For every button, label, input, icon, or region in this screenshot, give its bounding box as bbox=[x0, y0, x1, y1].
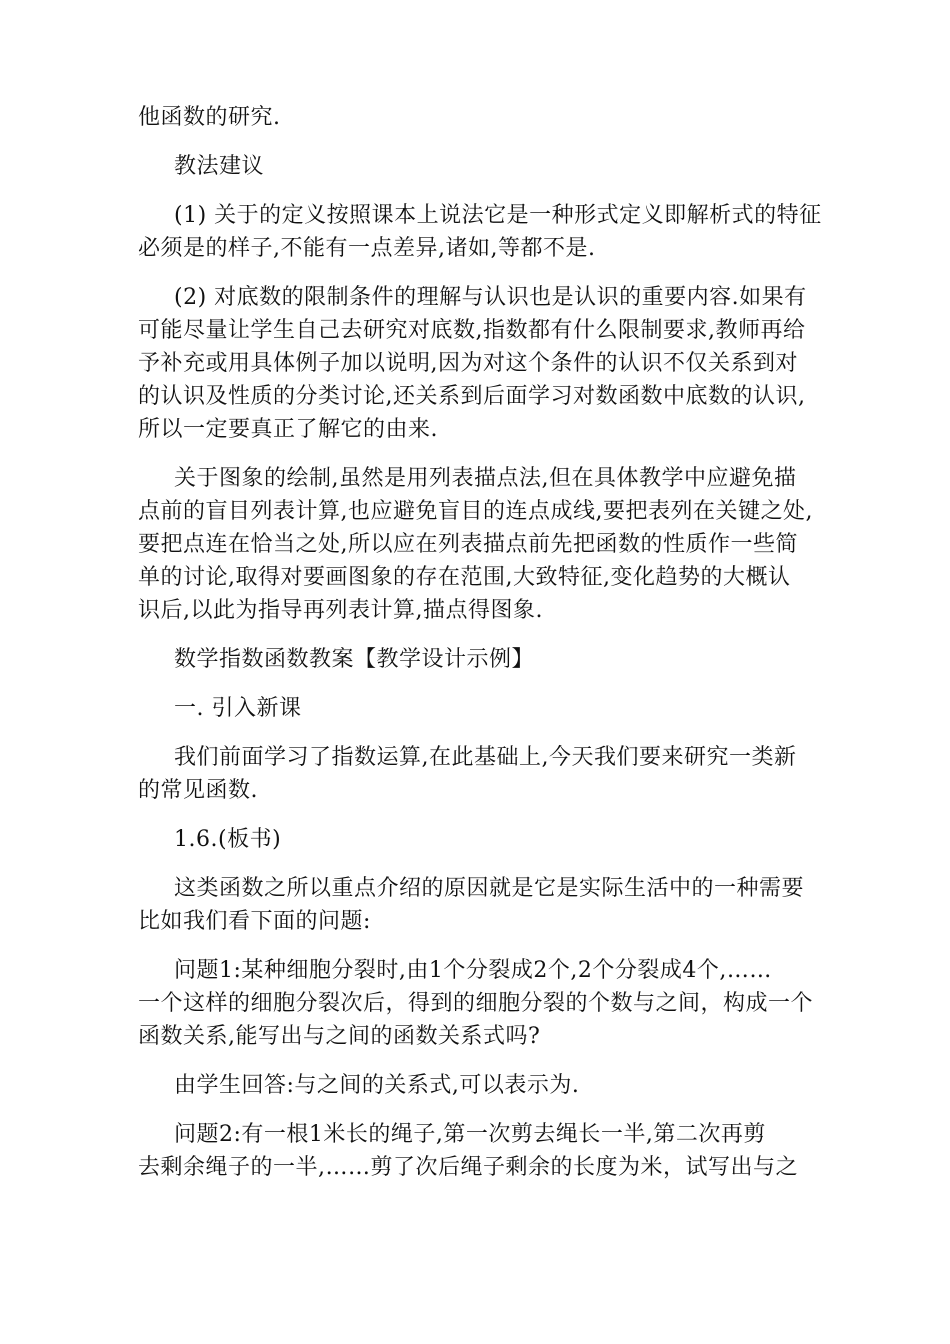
text-line: 由学生回答:与之间的关系式,可以表示为. bbox=[174, 1073, 580, 1098]
text-line: 单的讨论,取得对要画图象的存在范围,大致特征,变化趋势的大概认 bbox=[138, 565, 791, 590]
text-line: 这类函数之所以重点介绍的原因就是它是实际生活中的一种需要 bbox=[174, 876, 805, 901]
paragraph bbox=[138, 643, 818, 676]
text-line: 识后,以此为指导再列表计算,描点得图象. bbox=[138, 598, 543, 623]
text-line: 所以一定要真正了解它的由来. bbox=[138, 417, 438, 442]
paragraph bbox=[138, 199, 822, 265]
text-line: 比如我们看下面的问题: bbox=[138, 909, 371, 934]
text-line: 关于图象的绘制,虽然是用列表描点法,但在具体教学中应避免描 bbox=[174, 466, 797, 491]
text-line: 可能尽量让学生自己去研究对底数,指数都有什么限制要求,教师再给 bbox=[138, 318, 806, 343]
paragraph bbox=[138, 741, 818, 807]
text-line: 一个这样的细胞分裂次后，得到的细胞分裂的个数与之间，构成一个 bbox=[138, 991, 814, 1016]
paragraph bbox=[138, 101, 818, 134]
text-line: 要把点连在恰当之处,所以应在列表描点前先把函数的性质作一些简 bbox=[138, 532, 798, 557]
text-line: 他函数的研究. bbox=[138, 105, 281, 130]
paragraph bbox=[138, 872, 818, 938]
text-line: 数学指数函数教案【教学设计示例】 bbox=[174, 647, 535, 672]
text-line: 去剩余绳子的一半,……剪了次后绳子剩余的长度为米，试写出与之 bbox=[138, 1155, 798, 1180]
text-line: (1) 关于的定义按照课本上说法它是一种形式定义即解析式的特征 bbox=[174, 203, 822, 228]
paragraph bbox=[138, 1069, 818, 1102]
text-line: 必须是的样子,不能有一点差异,诸如,等都不是. bbox=[138, 236, 596, 261]
text-line: 教法建议 bbox=[174, 154, 265, 179]
paragraph bbox=[138, 1118, 818, 1184]
text-line: 的常见函数. bbox=[138, 778, 258, 803]
paragraph bbox=[138, 462, 818, 627]
document-body bbox=[138, 101, 822, 1200]
text-line: 1.6.(板书) bbox=[174, 827, 282, 852]
text-line: 函数关系,能写出与之间的函数关系式吗? bbox=[138, 1024, 541, 1049]
paragraph bbox=[138, 954, 818, 1053]
text-line: 的认识及性质的分类讨论,还关系到后面学习对数函数中底数的认识, bbox=[138, 384, 806, 409]
text-line: 问题2:有一根1米长的绳子,第一次剪去绳长一半,第二次再剪 bbox=[174, 1122, 766, 1147]
paragraph bbox=[138, 281, 818, 446]
text-line: 问题1:某种细胞分裂时,由1个分裂成2个,2个分裂成4个,…… bbox=[174, 958, 772, 983]
text-line: 我们前面学习了指数运算,在此基础上,今天我们要来研究一类新 bbox=[174, 745, 797, 770]
paragraph bbox=[138, 150, 818, 183]
text-line: 点前的盲目列表计算,也应避免盲目的连点成线,要把表列在关键之处, bbox=[138, 499, 813, 524]
text-line: 予补充或用具体例子加以说明,因为对这个条件的认识不仅关系到对 bbox=[138, 351, 798, 376]
paragraph bbox=[138, 823, 818, 856]
text-line: 一. 引入新课 bbox=[174, 696, 302, 721]
paragraph bbox=[138, 692, 818, 725]
text-line: (2) 对底数的限制条件的理解与认识也是认识的重要内容.如果有 bbox=[174, 285, 807, 310]
